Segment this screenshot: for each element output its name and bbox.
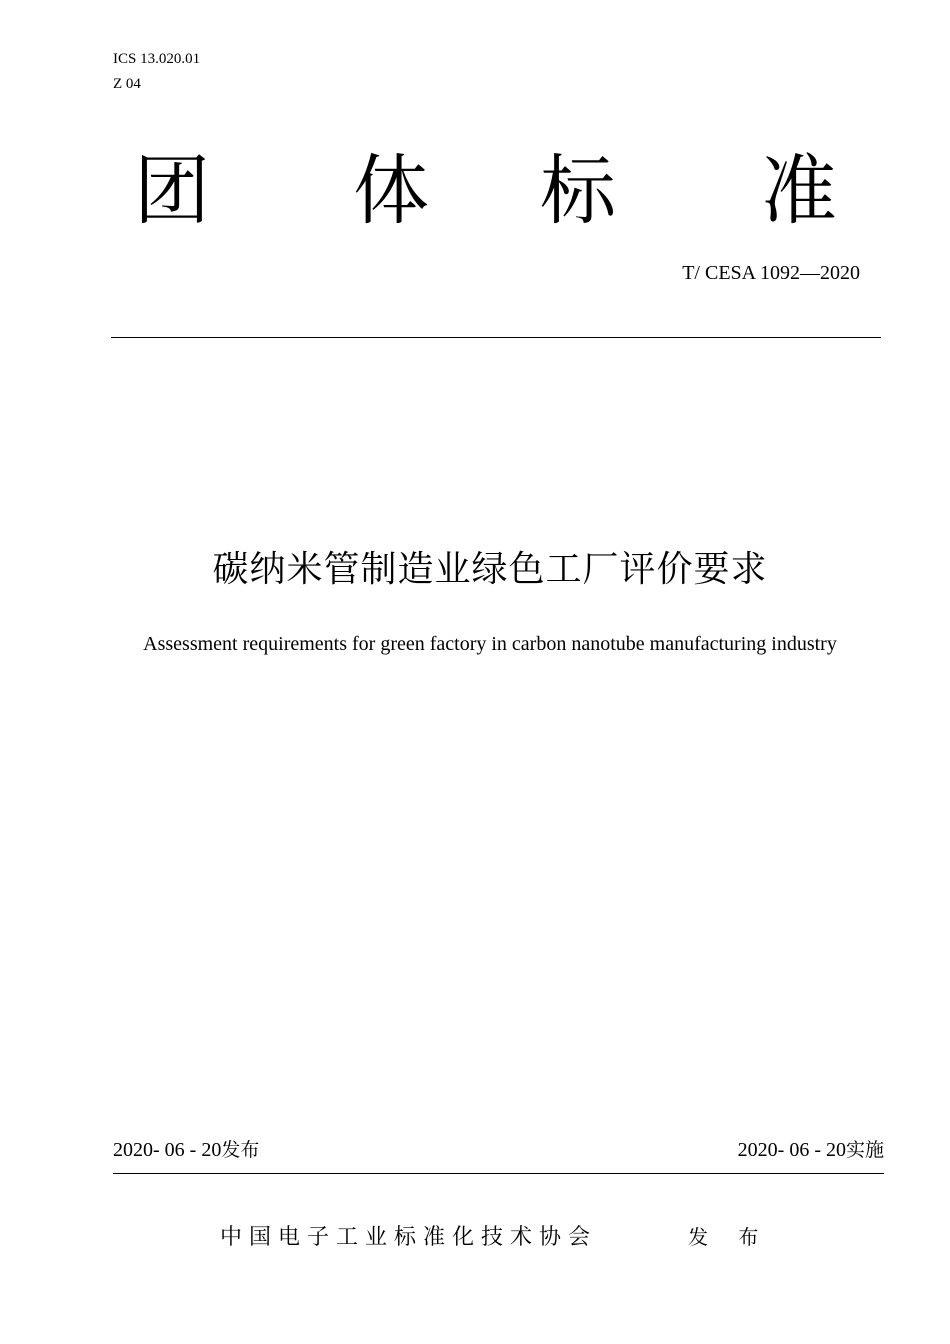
implement-date-line [738, 1138, 884, 1162]
title-chinese: 碳纳米管制造业绿色工厂评价要求 [212, 549, 768, 590]
publisher-name: 中国电子工业标准化技术协会 [220, 1225, 598, 1250]
ics-code: ICS 13.020.01 [113, 51, 201, 67]
title-english: Assessment requirements for green factory in carbon nanotube manufacturing industry [143, 633, 837, 655]
publish-word: 发 布 [688, 1225, 771, 1249]
footer-divider [113, 1173, 884, 1174]
implement-label: 实施 [845, 1139, 884, 1161]
header-divider [111, 337, 881, 338]
issue-label: 发布 [221, 1139, 260, 1161]
issue-date-line [113, 1138, 259, 1162]
ccs-code: Z 04 [113, 76, 141, 92]
implement-date: 2020- 06 - 20 [737, 1139, 846, 1161]
standard-type-char-2: 体 [353, 146, 429, 235]
standard-type-char-3: 标 [540, 146, 616, 235]
standard-type-char-4: 准 [761, 146, 837, 235]
standard-type-char-1: 团 [134, 146, 210, 235]
issue-date: 2020- 06 - 20 [113, 1139, 222, 1161]
standard-number: T/ CESA 1092—2020 [682, 262, 860, 284]
